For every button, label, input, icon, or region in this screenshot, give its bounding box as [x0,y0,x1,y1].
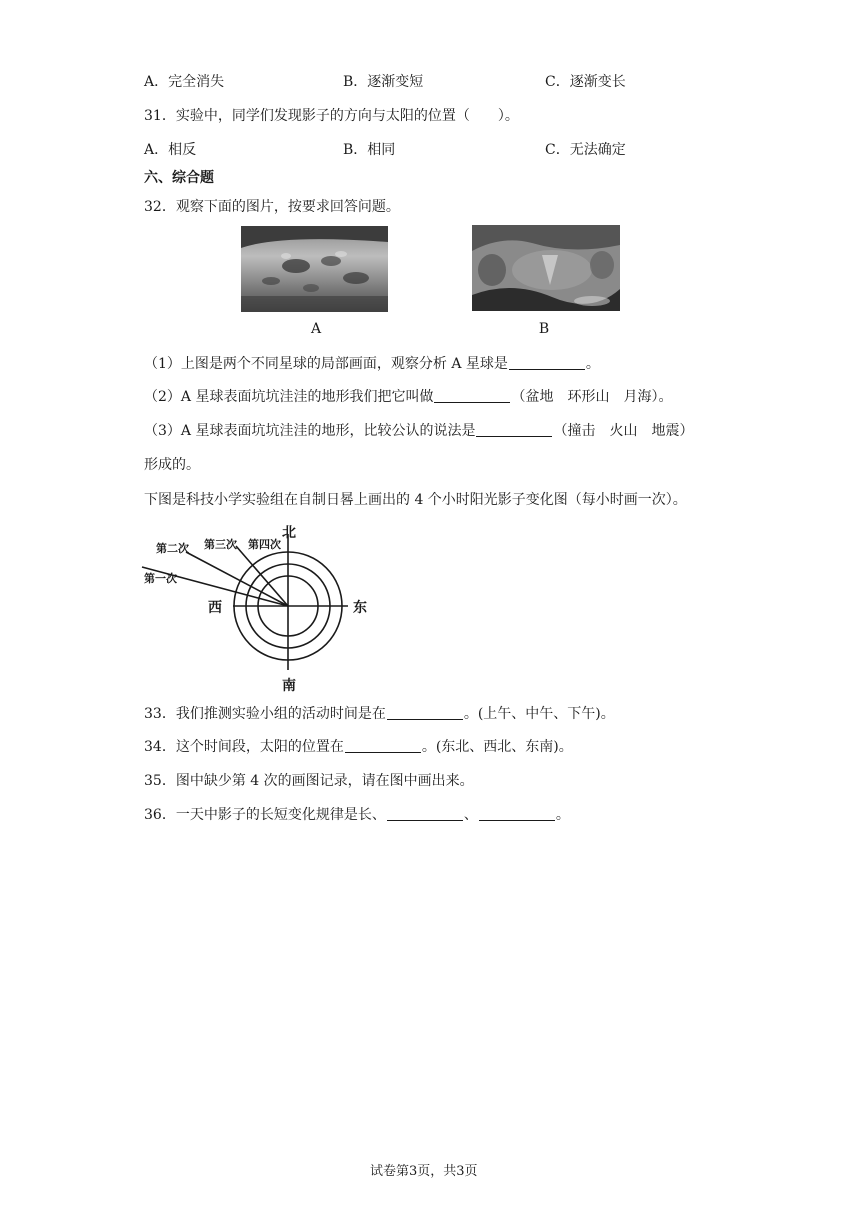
q31-option-b: B．相同 [343,142,396,158]
answer-blank[interactable] [434,388,510,403]
fourth-label: 第四次 [248,538,281,551]
answer-blank[interactable] [476,422,552,437]
q32-sub3-continuation: 形成的。 [144,457,200,473]
q32-sub3 [144,421,693,441]
q32-sub1 [144,354,600,374]
q32-sub2 [144,387,672,407]
q30-option-c: C．逐渐变长 [545,74,626,90]
planet-b-label: B [538,321,550,337]
q33-end: 。(上午、中午、下午)。 [463,706,615,722]
q33-text: 33．我们推测实验小组的活动时间是在 [144,706,386,722]
answer-blank[interactable] [387,806,463,821]
planet-b-image [472,225,620,311]
q32-sub3-text: （3）A 星球表面坑坑洼洼的地形，比较公认的说法是 [144,423,476,439]
q32-sub1-text: （1）上图是两个不同星球的局部画面，观察分析 A 星球是 [144,356,508,372]
q32-question: 32．观察下面的图片，按要求回答问题。 [144,199,400,215]
east-label: 东 [353,600,367,616]
planet-a-photo [241,226,388,312]
sundial-diagram [140,520,380,695]
q32-sub2-end: （盆地 环形山 月海）。 [511,389,673,405]
south-label: 南 [282,678,296,694]
q36 [144,805,570,825]
west-label: 西 [208,600,222,616]
q34-text: 34．这个时间段，太阳的位置在 [144,739,344,755]
planet-b-photo [472,225,620,311]
q30-option-b: B．逐渐变短 [343,74,424,90]
q32-sub3-end: （撞击 火山 地震） [553,423,694,439]
q36-end: 。 [555,807,570,823]
answer-blank[interactable] [387,705,463,720]
q31-option-a: A．相反 [144,142,197,158]
planet-a-image [241,226,388,312]
answer-blank[interactable] [345,738,421,753]
north-label: 北 [282,525,296,541]
page-footer: 试卷第3页，共3页 [370,1164,478,1179]
q32-sub2-text: （2）A 星球表面坑坑洼洼的地形我们把它叫做 [144,389,434,405]
q31-question: 31．实验中，同学们发现影子的方向与太阳的位置（ ）。 [144,108,519,124]
third-label: 第三次 [204,538,237,551]
q30-option-a: A．完全消失 [144,74,225,90]
q36-separator: 、 [463,807,478,823]
q33 [144,704,615,724]
q36-text: 36．一天中影子的长短变化规律是长、 [144,807,386,823]
first-label: 第一次 [144,572,177,585]
q34 [144,737,573,757]
q31-option-c: C．无法确定 [545,142,626,158]
q35: 35．图中缺少第 4 次的画图记录，请在图中画出来。 [144,773,474,789]
q32-sub1-end: 。 [585,356,600,372]
sundial-intro: 下图是科技小学实验组在自制日晷上画出的 4 个小时阳光影子变化图（每小时画一次）。 [144,492,687,508]
shadow-line-2 [186,552,288,606]
answer-blank[interactable] [509,355,585,370]
answer-blank[interactable] [479,806,555,821]
q34-end: 。(东北、西北、东南)。 [421,739,573,755]
second-label: 第二次 [156,542,189,555]
section-title: 六、综合题 [144,170,214,186]
planet-a-label: A [310,321,322,337]
